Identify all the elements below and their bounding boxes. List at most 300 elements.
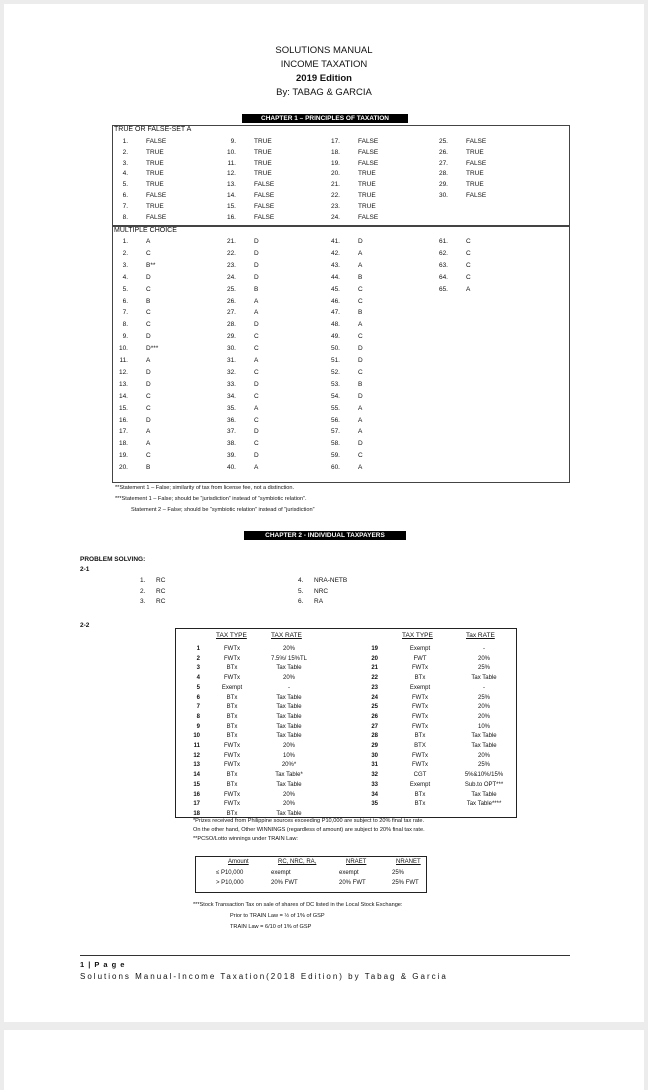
mc-number: 52. [330, 368, 340, 376]
mc-answer: C [358, 452, 363, 460]
mc-number: 61. [438, 238, 448, 245]
row-tax-type: BTx [414, 733, 426, 740]
row-number: 15 [193, 781, 200, 788]
mc-number: 12. [118, 368, 128, 376]
mc-answer: A [358, 464, 363, 472]
mc-answer: D [146, 368, 151, 376]
row-number: 33 [371, 781, 378, 788]
mc-number: 55. [330, 404, 340, 412]
tf-label: TRUE OR FALSE-SET A [114, 126, 192, 133]
mc-answer: C [358, 297, 363, 305]
tf-answer: TRUE [358, 202, 376, 210]
mc-answer: C [466, 261, 471, 269]
mc-number: 58. [330, 440, 340, 448]
mc-number: 59. [330, 452, 340, 460]
tf-answer: FALSE [358, 138, 379, 145]
row-tax-rate: 20% [282, 743, 295, 749]
row-tax-type: FWTx [224, 762, 240, 769]
mc-answer: C [146, 249, 151, 257]
tf-answer: TRUE [146, 159, 164, 167]
mc-number: 16. [118, 416, 128, 424]
mc-answer: A [254, 404, 259, 412]
row-tax-type: FWTx [412, 723, 428, 730]
row-tax-rate: 10% [282, 752, 295, 759]
mc-answer: C [146, 309, 151, 317]
tf-answer: FALSE [358, 148, 379, 156]
row-number: 35 [371, 801, 378, 808]
mc-answer: D [146, 273, 151, 281]
row-tax-type: Exempt [221, 684, 243, 691]
doc-title-line1: SOLUTIONS MANUAL [275, 45, 373, 56]
pcso-h-amount: Amount [228, 859, 249, 865]
mc-number: 62. [438, 249, 448, 257]
mc-answer: A [466, 285, 471, 293]
mc-answer: B [254, 285, 259, 293]
tf-answer: FALSE [358, 159, 379, 167]
mc-number: 10. [118, 345, 128, 353]
mc-answer: D [146, 333, 151, 341]
mc-answer: B [358, 309, 363, 317]
p21-answer: RC [156, 587, 166, 595]
mc-answer: C [254, 392, 259, 400]
row-tax-type: FWTx [224, 743, 240, 749]
doc-edition: 2019 Edition [296, 73, 352, 84]
row-tax-type: FWTx [412, 713, 428, 720]
pcso-h-nraet: NRAET [346, 859, 367, 865]
mc-number: 30. [226, 345, 236, 353]
mc-number: 43. [330, 261, 340, 269]
mc-number: 27. [226, 309, 236, 317]
mc-number: 46. [330, 297, 340, 305]
mc-answer: D [358, 238, 363, 245]
row-number: 5 [196, 684, 200, 691]
page-number: 1 | P a g e [80, 960, 126, 969]
mc-number: 49. [330, 333, 340, 341]
row-tax-type: FWTx [412, 665, 428, 672]
ch2-note-2: On the other hand, Other WINNINGS (regardless of amount) are subject to 20% final tax rate. [193, 827, 425, 833]
mc-number: 47. [330, 309, 340, 317]
row-number: 14 [193, 772, 200, 779]
mc-answer: D [146, 380, 151, 388]
row-number: 12 [193, 752, 200, 759]
row-tax-rate: Tax Table [276, 713, 302, 720]
tf-answer: TRUE [358, 192, 376, 199]
row-tax-rate: Tax Table [276, 665, 302, 672]
mc-number: 40. [226, 464, 236, 472]
mc-number: 65. [438, 285, 448, 293]
mc-label: MULTIPLE CHOICE [114, 227, 177, 234]
tf-number: 12. [226, 170, 236, 178]
row-tax-rate: - [483, 646, 485, 652]
tf-number: 19. [330, 159, 340, 167]
row-tax-type: FWTx [224, 801, 240, 808]
pcso-r1-nraet: exempt [339, 870, 359, 876]
mc-number: 7. [122, 309, 128, 317]
row-tax-type: BTx [226, 713, 238, 720]
next-page-sheet [4, 1030, 644, 1090]
tf-number: 6. [122, 192, 128, 199]
mc-number: 11. [119, 357, 128, 364]
footer-rule [80, 955, 570, 956]
mc-answer: C [146, 321, 151, 329]
row-tax-rate: Tax Table [471, 733, 497, 740]
mc-answer: C [254, 440, 259, 448]
row-tax-type: FWTx [224, 675, 240, 682]
mc-answer: A [254, 309, 259, 317]
tf-answer: FALSE [358, 213, 379, 221]
tf-number: 30. [438, 192, 448, 199]
row-number: 22 [371, 675, 378, 682]
mc-number: 19. [118, 452, 128, 460]
tf-number: 28. [438, 170, 448, 178]
mc-number: 37. [226, 428, 236, 436]
tf-answer: FALSE [254, 192, 275, 199]
tf-answer: FALSE [146, 213, 167, 221]
mc-answer: D [254, 273, 259, 281]
row-number: 4 [196, 675, 200, 682]
tf-number: 1. [122, 138, 128, 145]
row-tax-rate: Tax Table* [275, 772, 303, 779]
tf-number: 27. [438, 159, 448, 167]
chapter1-title: CHAPTER 1 – PRINCIPLES OF TAXATION [242, 114, 408, 123]
p21-number: 6. [298, 598, 304, 605]
mc-answer: B [358, 273, 363, 281]
mc-number: 34. [226, 392, 236, 400]
mc-answer: C [254, 368, 259, 376]
mc-answer: A [358, 321, 363, 329]
col-tax-type-2: TAX TYPE [402, 632, 433, 639]
tf-number: 14. [226, 192, 236, 199]
mc-answer: C [358, 333, 363, 341]
mc-number: 21. [226, 238, 236, 245]
mc-answer: B [146, 297, 151, 305]
tf-answer: TRUE [146, 202, 164, 210]
row-tax-rate: Tax Table [276, 781, 302, 788]
pcso-r2-amount: > P10,000 [216, 880, 244, 886]
row-tax-type: BTx [226, 665, 238, 672]
row-tax-rate: 25% [477, 762, 490, 769]
mc-number: 44. [330, 273, 340, 281]
doc-authors: By: TABAG & GARCIA [276, 87, 372, 98]
mc-number: 56. [330, 416, 340, 424]
problem-solving-label: PROBLEM SOLVING: [80, 556, 146, 563]
ch1-note-3: Statement 2 – False; should be “symbiotic relation” instead of “jurisdiction” [131, 507, 315, 513]
mc-number: 63. [438, 261, 448, 269]
tf-section [112, 125, 570, 226]
row-number: 34 [371, 791, 378, 798]
mc-answer: A [358, 428, 363, 436]
row-number: 24 [371, 694, 378, 701]
row-number: 11 [193, 743, 200, 749]
mc-number: 32. [226, 368, 236, 376]
col-tax-rate: TAX RATE [271, 632, 302, 639]
mc-answer: C [146, 285, 151, 293]
col-tax-rate-2: Tax RATE [466, 632, 495, 639]
mc-answer: B [358, 380, 363, 388]
mc-number: 20. [118, 464, 128, 472]
row-tax-type: FWTx [412, 704, 428, 711]
mc-answer: D [358, 440, 363, 448]
row-number: 19 [371, 646, 378, 652]
row-tax-rate: Tax Table [276, 733, 302, 740]
mc-number: 36. [226, 416, 236, 424]
tf-number: 3. [122, 159, 128, 167]
mc-answer: C [358, 285, 363, 293]
row-tax-rate: 20% [282, 646, 295, 652]
mc-answer: A [358, 261, 363, 269]
row-number: 9 [196, 723, 200, 730]
tf-number: 5. [122, 181, 128, 189]
row-tax-rate: 25% [477, 665, 490, 672]
mc-number: 50. [330, 345, 340, 353]
pcso-r2-nraet: 20% FWT [339, 880, 366, 886]
mc-answer: C [466, 273, 471, 281]
mc-number: 42. [330, 249, 340, 257]
mc-number: 13. [118, 380, 128, 388]
tf-number: 15. [226, 202, 236, 210]
pcso-r2-nranet: 25% FWT [392, 880, 419, 886]
mc-answer: A [358, 249, 363, 257]
p21-answer: RA [314, 598, 324, 605]
row-tax-type: CGT [413, 772, 427, 779]
mc-number: 41. [330, 238, 340, 245]
mc-number: 60. [330, 464, 340, 472]
p21-label: 2-1 [80, 566, 90, 573]
mc-answer: C [254, 345, 259, 353]
row-number: 3 [196, 665, 200, 672]
tf-answer: TRUE [254, 159, 272, 167]
mc-answer: A [254, 357, 259, 364]
tf-answer: FALSE [146, 192, 167, 199]
tf-number: 17. [330, 138, 340, 145]
row-tax-type: FWTx [412, 752, 428, 759]
row-number: 20 [371, 655, 378, 662]
mc-number: 15. [118, 404, 128, 412]
row-number: 21 [371, 665, 378, 672]
row-number: 27 [371, 723, 378, 730]
mc-answer: D [254, 238, 259, 245]
tf-answer: TRUE [146, 181, 164, 189]
tf-number: 7. [122, 202, 128, 210]
stock-note-3: TRAIN Law = 6/10 of 1% of GSP [230, 924, 312, 930]
row-tax-rate: 10% [477, 723, 490, 730]
row-number: 13 [193, 762, 200, 769]
p22-label: 2-2 [80, 622, 90, 629]
tf-answer: TRUE [466, 181, 484, 189]
row-tax-type: Exempt [409, 646, 431, 652]
tf-number: 22. [330, 192, 340, 199]
mc-number: 39. [226, 452, 236, 460]
mc-number: 6. [122, 297, 128, 305]
mc-answer: D [254, 428, 259, 436]
mc-number: 29. [226, 333, 236, 341]
row-tax-rate: 5%&10%/15% [464, 772, 504, 779]
mc-number: 38. [226, 440, 236, 448]
mc-answer: A [146, 357, 151, 364]
tf-answer: FALSE [466, 192, 487, 199]
footer-title: Solutions Manual-Income Taxation(2018 Edition) by Tabag & Garcia [80, 972, 448, 981]
p21-number: 1. [140, 577, 146, 584]
tf-answer: TRUE [146, 148, 164, 156]
mc-number: 48. [330, 321, 340, 329]
row-tax-rate: 20% [477, 704, 490, 711]
tf-number: 2. [122, 148, 128, 156]
mc-number: 4. [122, 273, 128, 281]
tf-answer: FALSE [254, 213, 275, 221]
tf-number: 29. [438, 181, 448, 189]
row-number: 8 [196, 713, 200, 720]
mc-answer: D [358, 392, 363, 400]
mc-number: 5. [122, 285, 128, 293]
mc-number: 8. [122, 321, 128, 329]
tf-number: 4. [122, 170, 128, 178]
row-number: 23 [371, 684, 378, 691]
row-number: 16 [193, 791, 200, 798]
row-tax-rate: - [288, 684, 290, 691]
tf-number: 8. [122, 213, 128, 221]
row-tax-rate: Tax Table [471, 743, 497, 749]
mc-answer: D [146, 416, 151, 424]
tf-number: 20. [330, 170, 340, 178]
stock-note-1: ***Stock Transaction Tax on sale of shares of DC listed in the Local Stock Exchange: [193, 902, 403, 908]
tf-number: 26. [438, 148, 448, 156]
tf-number: 11. [227, 159, 236, 167]
mc-answer: D [358, 345, 363, 353]
row-tax-type: BTx [226, 733, 238, 740]
row-tax-rate: 20% [282, 801, 295, 808]
row-tax-rate: 20% [282, 791, 295, 798]
row-tax-type: FWTx [412, 762, 428, 769]
row-tax-type: FWTx [412, 694, 428, 701]
mc-answer: A [146, 428, 151, 436]
tf-answer: FALSE [254, 181, 275, 189]
p21-number: 2. [140, 587, 146, 595]
row-tax-rate: Sub.to OPT*** [464, 781, 504, 788]
mc-answer: B** [146, 261, 156, 269]
row-tax-type: BTX [414, 743, 426, 749]
pcso-r1-nranet: 25% [392, 870, 405, 876]
p21-answer: RC [156, 598, 166, 605]
row-tax-type: BTx [414, 801, 426, 808]
row-tax-type: Exempt [409, 781, 431, 788]
mc-answer: C [358, 368, 363, 376]
tf-number: 10. [226, 148, 236, 156]
mc-answer: D [254, 249, 259, 257]
p21-number: 3. [140, 598, 146, 605]
tf-number: 9. [230, 138, 236, 145]
stock-note-2: Prior to TRAIN Law = ½ of 1% of GSP [230, 913, 325, 919]
row-tax-type: FWTx [224, 791, 240, 798]
mc-number: 1. [122, 238, 128, 245]
mc-answer: A [254, 464, 259, 472]
mc-answer: C [254, 333, 259, 341]
mc-answer: B [146, 464, 151, 472]
row-number: 10 [193, 733, 200, 740]
pcso-h-nranet: NRANET [396, 859, 421, 865]
row-number: 29 [371, 743, 378, 749]
row-tax-type: BTx [226, 810, 238, 817]
mc-number: 31. [226, 357, 236, 364]
mc-number: 3. [122, 261, 128, 269]
mc-answer: A [358, 416, 363, 424]
pcso-table [195, 856, 427, 893]
tf-number: 21. [330, 181, 340, 189]
row-tax-type: BTx [226, 694, 238, 701]
col-tax-type: TAX TYPE [216, 632, 247, 639]
chapter2-title: CHAPTER 2 - INDIVIDUAL TAXPAYERS [244, 531, 406, 540]
row-tax-rate: Tax Table [471, 675, 497, 682]
row-number: 26 [371, 713, 378, 720]
tf-answer: TRUE [358, 181, 376, 189]
row-tax-rate: 20% [477, 752, 490, 759]
tf-number: 18. [330, 148, 340, 156]
p21-answer: NRC [314, 587, 329, 595]
row-tax-rate: 20%* [281, 762, 297, 769]
mc-answer: C [146, 392, 151, 400]
row-number: 17 [193, 801, 200, 808]
mc-answer: C [146, 452, 151, 460]
mc-answer: C [466, 249, 471, 257]
mc-number: 18. [118, 440, 128, 448]
mc-number: 26. [226, 297, 236, 305]
mc-number: 9. [122, 333, 128, 341]
tf-answer: FALSE [466, 159, 487, 167]
mc-number: 2. [122, 249, 128, 257]
mc-number: 45. [330, 285, 340, 293]
tf-number: 25. [438, 138, 448, 145]
tf-answer: TRUE [254, 148, 272, 156]
row-tax-rate: - [483, 684, 485, 691]
tf-answer: FALSE [466, 138, 487, 145]
row-number: 1 [196, 646, 200, 652]
ch2-note-3: **PCSO/Lotto winnings under TRAIN Law: [193, 836, 298, 842]
row-tax-rate: 7.5%/ 15%TL [270, 655, 308, 662]
tf-number: 16. [226, 213, 236, 221]
row-number: 31 [371, 762, 378, 769]
row-tax-type: Exempt [409, 684, 431, 691]
row-tax-type: FWTx [224, 655, 240, 662]
mc-number: 14. [118, 392, 128, 400]
ch2-note-1: *Prizes received from Philippine sources exceeding P10,000 are subject to 20% final tax rate. [193, 818, 425, 824]
row-tax-rate: Tax Table [276, 723, 302, 730]
mc-answer: C [254, 416, 259, 424]
pcso-r1-rc: exempt [271, 870, 291, 876]
row-tax-type: BTx [414, 675, 426, 682]
mc-number: 35. [226, 404, 236, 412]
p21-number: 5. [298, 587, 304, 595]
row-tax-rate: 25% [477, 694, 490, 701]
tf-number: 23. [330, 202, 340, 210]
mc-number: 53. [330, 380, 340, 388]
mc-number: 54. [330, 392, 340, 400]
row-tax-type: FWTx [224, 646, 240, 652]
ch1-note-2: ***Statement 1 – False; should be “jurisdiction” instead of “symbiotic relation”. [115, 496, 307, 502]
tf-answer: TRUE [466, 148, 484, 156]
row-number: 28 [371, 733, 378, 740]
mc-answer: D [254, 452, 259, 460]
mc-number: 17. [118, 428, 128, 436]
tf-answer: FALSE [146, 138, 167, 145]
mc-answer: D [254, 380, 259, 388]
ch1-note-1: **Statement 1 – False; similarity of tax from license fee, not a distinction. [115, 485, 295, 491]
row-tax-rate: Tax Table**** [466, 801, 502, 808]
tf-answer: TRUE [254, 170, 272, 178]
row-tax-rate: Tax Table [276, 810, 302, 817]
row-tax-type: BTx [414, 791, 426, 798]
mc-answer: C [146, 404, 151, 412]
tf-number: 13. [226, 181, 236, 189]
tf-answer: TRUE [146, 170, 164, 178]
